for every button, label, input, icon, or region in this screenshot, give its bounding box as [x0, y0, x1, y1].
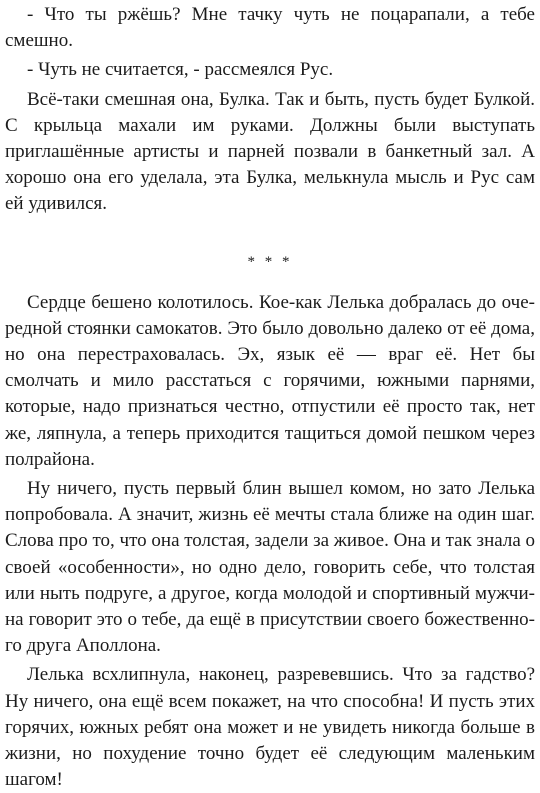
paragraph-first-pancake: Ну ничего, пусть первый блин вышел комом, но зато Лелька попробовала. А значит, жизнь её мечты стала ближе на один шаг. Слова про то, что она толстая, задели за живое. Она и так знала о своей «особенности», но одно дело, говорить себе, что толстая или ныть подруге, а другое, когда молодой и спортивный мужчина говорит это о тебе, да ещё в присутствии своего божественного друга Аполлона. [5, 478, 535, 657]
paragraph-heart: Сердце бешено колотилось. Кое-как Лелька добралась до очередной стоянки самокатов. Это было довольно далеко от её дома, но она перестраховалась. Эх, язык её — враг её. Нет бы смолчать и мило расстаться с горячими, южными парнями, которые, надо признаться честно, отпустили её просто так, нет же, ляпнула, а теперь приходится тащиться домой пешком через полрайона. [5, 291, 535, 470]
paragraph-sob: Лелька всхлипнула, наконец, разревевшись. Что за гадство? Ну ничего, она ещё всем покажет, на что способна! И пусть этих горячих, южных ребят она может и не увидеть никогда больше в жизни, но похудение точно будет её следующим маленьким шагом! [5, 664, 535, 791]
paragraph-bulka: Всё-таки смешная она, Булка. Так и быть, пусть будет Булкой. С крыльца махали им руками. Должны были выступать приглашённые артисты и парней позвали в банкетный зал. А хорошо она его уделала, эта Булка, мелькнула мысль и Рус сам ей удивился. [5, 88, 535, 215]
paragraph-dialogue-2: - Чуть не считается, - рассмеялся Рус. [27, 59, 334, 81]
paragraph-dialogue-1: - Что ты ржёшь? Мне тачку чуть не поцарапали, а тебе смешно. [5, 4, 535, 52]
section-divider: * * * [247, 253, 293, 270]
